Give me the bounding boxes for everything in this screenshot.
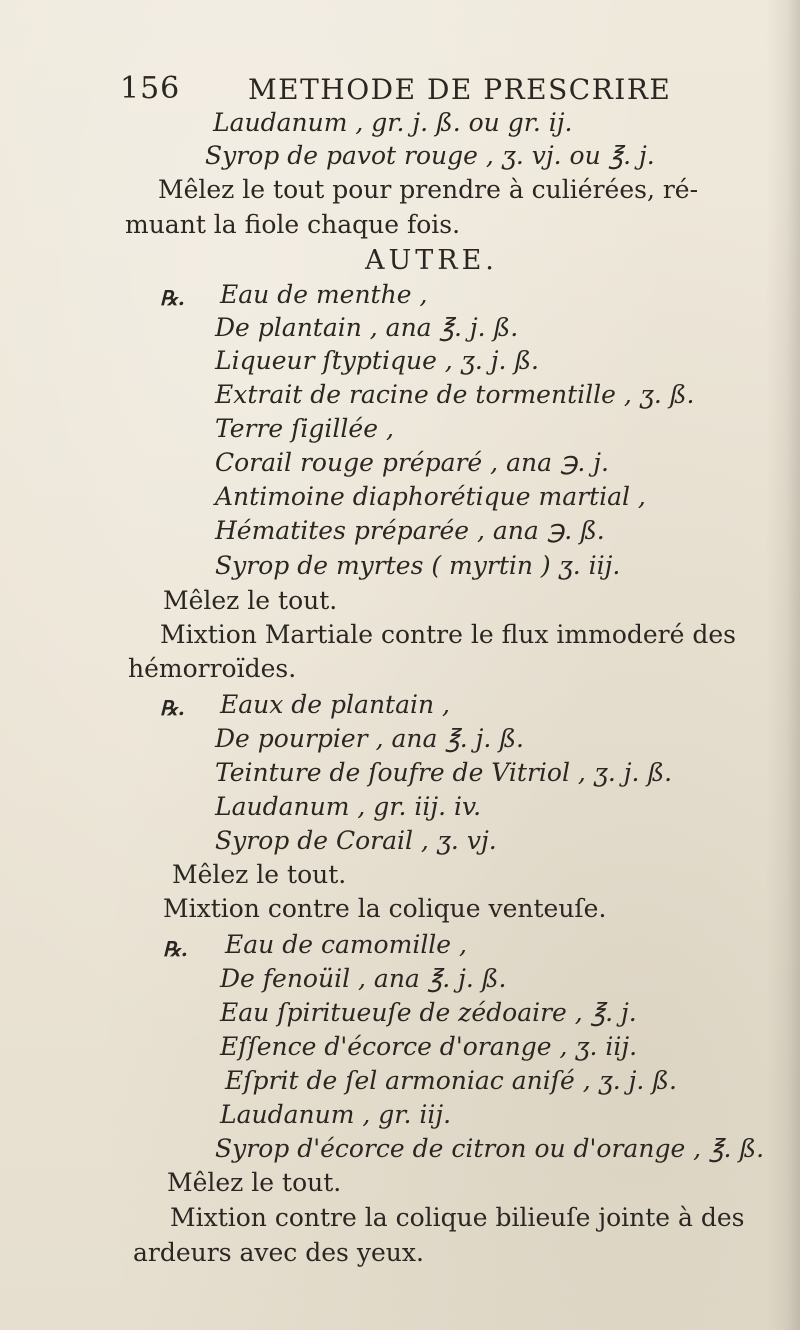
page-number: 156 (120, 71, 181, 106)
text-line: Eau de camomille , (225, 930, 467, 959)
text-line: Teinture de ſoufre de Vitriol , ʒ. j. ß. (215, 758, 673, 787)
text-line: Syrop d'écorce de citron ou d'orange , ℥. ß. (215, 1134, 765, 1163)
text-line: Eſprit de ſel armoniac aniſé , ʒ. j. ß. (225, 1066, 677, 1095)
text-line: Mixtion Martiale contre le flux immoderé des (160, 620, 737, 649)
text-line: Mêlez le tout. (163, 586, 338, 615)
section-heading: AUTRE. (365, 245, 498, 276)
text-line: Mêlez le tout. (167, 1168, 342, 1197)
text-line: Corail rouge préparé , ana ℈. j. (215, 448, 609, 477)
text-line: Hématites préparée , ana ℈. ß. (215, 516, 605, 545)
running-title: METHODE DE PRESCRIRE (248, 73, 672, 106)
text-line: Mixtion contre la colique venteuſe. (163, 894, 607, 923)
text-line: Eau ſpiritueuſe de zédoaire , ℥. j. (220, 998, 637, 1027)
text-line: Laudanum , gr. iij. iv. (215, 792, 482, 821)
text-line: Syrop de Corail , ʒ. vj. (215, 826, 497, 855)
text-line: Syrop de pavot rouge , ʒ. vj. ou ℥. j. (205, 141, 655, 170)
text-line: Antimoine diaphorétique martial , (215, 482, 646, 511)
text-line: De fenoüil , ana ℥. j. ß. (220, 964, 507, 993)
text-line: Laudanum , gr. iij. (220, 1100, 452, 1129)
text-line: De plantain , ana ℥. j. ß. (215, 313, 519, 342)
page-edge-shadow (766, 0, 800, 1330)
text-line: muant la fiole chaque fois. (125, 210, 461, 239)
text-line: Liqueur ſtyptique , ʒ. j. ß. (215, 346, 539, 375)
text-line: Eaux de plantain , (220, 690, 450, 719)
text-line: De pourpier , ana ℥. j. ß. (215, 724, 524, 753)
recipe-symbol: ℞. (160, 286, 185, 310)
text-line: hémorroïdes. (128, 654, 297, 683)
text-line: ardeurs avec des yeux. (133, 1238, 424, 1267)
text-line: Laudanum , gr. j. ß. ou gr. ij. (213, 108, 573, 137)
recipe-symbol: ℞. (163, 937, 188, 961)
text-line: Eau de menthe , (220, 280, 428, 309)
text-line: Mixtion contre la colique bilieuſe jointe à des (170, 1203, 745, 1232)
text-line: Terre ſigillée , (215, 414, 394, 443)
text-line: Eſſence d'écorce d'orange , ʒ. iij. (220, 1032, 638, 1061)
recipe-symbol: ℞. (160, 696, 185, 720)
text-line: Syrop de myrtes ( myrtin ) ʒ. iij. (215, 551, 621, 580)
text-line: Mêlez le tout pour prendre à culiérées, ré- (158, 175, 699, 204)
text-line: Extrait de racine de tormentille , ʒ. ß. (215, 380, 695, 409)
text-line: Mêlez le tout. (172, 860, 347, 889)
